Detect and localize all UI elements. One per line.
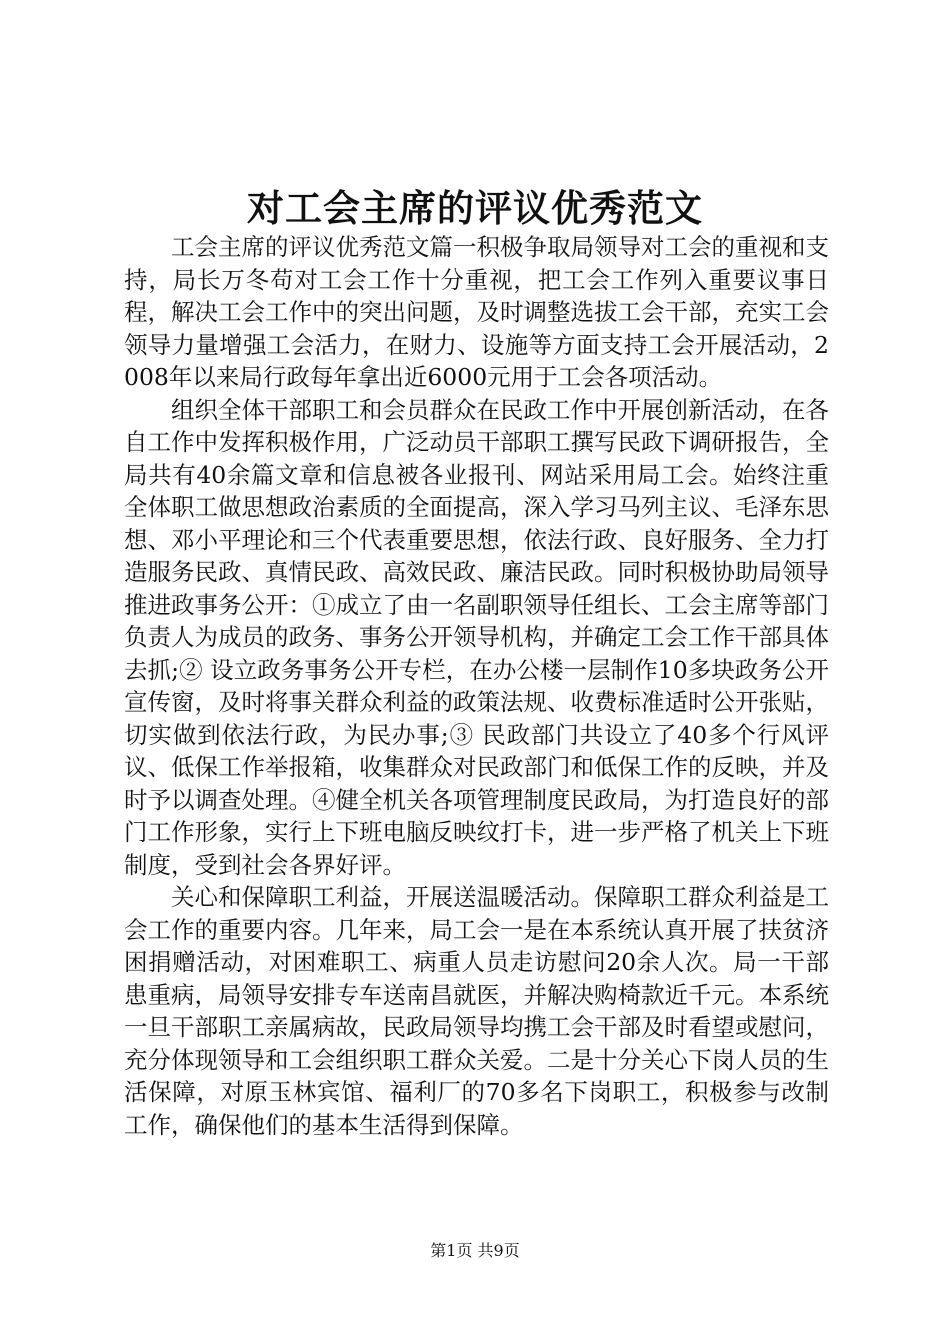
paragraph-1: 工会主席的评议优秀范文篇一积极争取局领导对工会的重视和支持，局长万冬苟对工会工作十分重视，把工会工作列入重要议事日程，解决工会工作中的突出问题，及时调整选拔工会干部，充实工会领导力量增强工会活力，在财力、设施等方面支持工会开展活动，2008年以来局行政每年拿出近6000元用于工会各项活动。 xyxy=(124,233,829,391)
document-title: 对工会主席的评议优秀范文 xyxy=(247,186,703,230)
paragraph-3: 关心和保障职工利益，开展送温暖活动。保障职工群众利益是工会工作的重要内容。几年来，局工会一是在本系统认真开展了扶贫济困捐赠活动，对困难职工、病重人员走访慰问20余人次。局一干部患重病，局领导安排专车送南昌就医，并解决购椅款近千元。本系统一旦干部职工亲属病故，民政局领导均携工会干部及时看望或慰问，充分体现领导和工会组织职工群众关爱。二是十分关心下岗人员的生活保障，对原玉林宾馆、福利厂的70多名下岗职工，积极参与改制工作，确保他们的基本生活得到保障。 xyxy=(124,883,829,1139)
document-body xyxy=(124,231,829,1141)
paragraph-2: 组织全体干部职工和会员群众在民政工作中开展创新活动，在各自工作中发挥积极作用，广泛动员干部职工撰写民政下调研报告，全局共有40余篇文章和信息被各业报刊、网站采用局工会。始终注重全体职工做思想政治素质的全面提高，深入学习马列主议、毛泽东思想、邓小平理论和三个代表重要思想，依法行政、良好服务、全力打造服务民政、真情民政、高效民政、廉洁民政。同时积极协助局领导推进政事务公开：①成立了由一名副职领导任组长、工会主席等部门负责人为成员的政务、事务公开领导机构，并确定工会工作干部具体去抓;② 设立政务事务公开专栏，在办公楼一层制作10多块政务公开宣传窗，及时将事关群众利益的政策法规、收费标准适时公开张贴，切实做到依法行政，为民办事;③ 民政部门共设立了40多个行风评议、低保工作举报箱，收集群众对民政部门和低保工作的反映，并及时予以调查处理。④健全机关各项管理制度民政局，为打造良好的部门工作形象，实行上下班电脑反映纹打卡，进一步严格了机关上下班制度，受到社会各界好评。 xyxy=(124,395,829,879)
page-number-footer: 第1页 共9页 xyxy=(430,1241,520,1260)
